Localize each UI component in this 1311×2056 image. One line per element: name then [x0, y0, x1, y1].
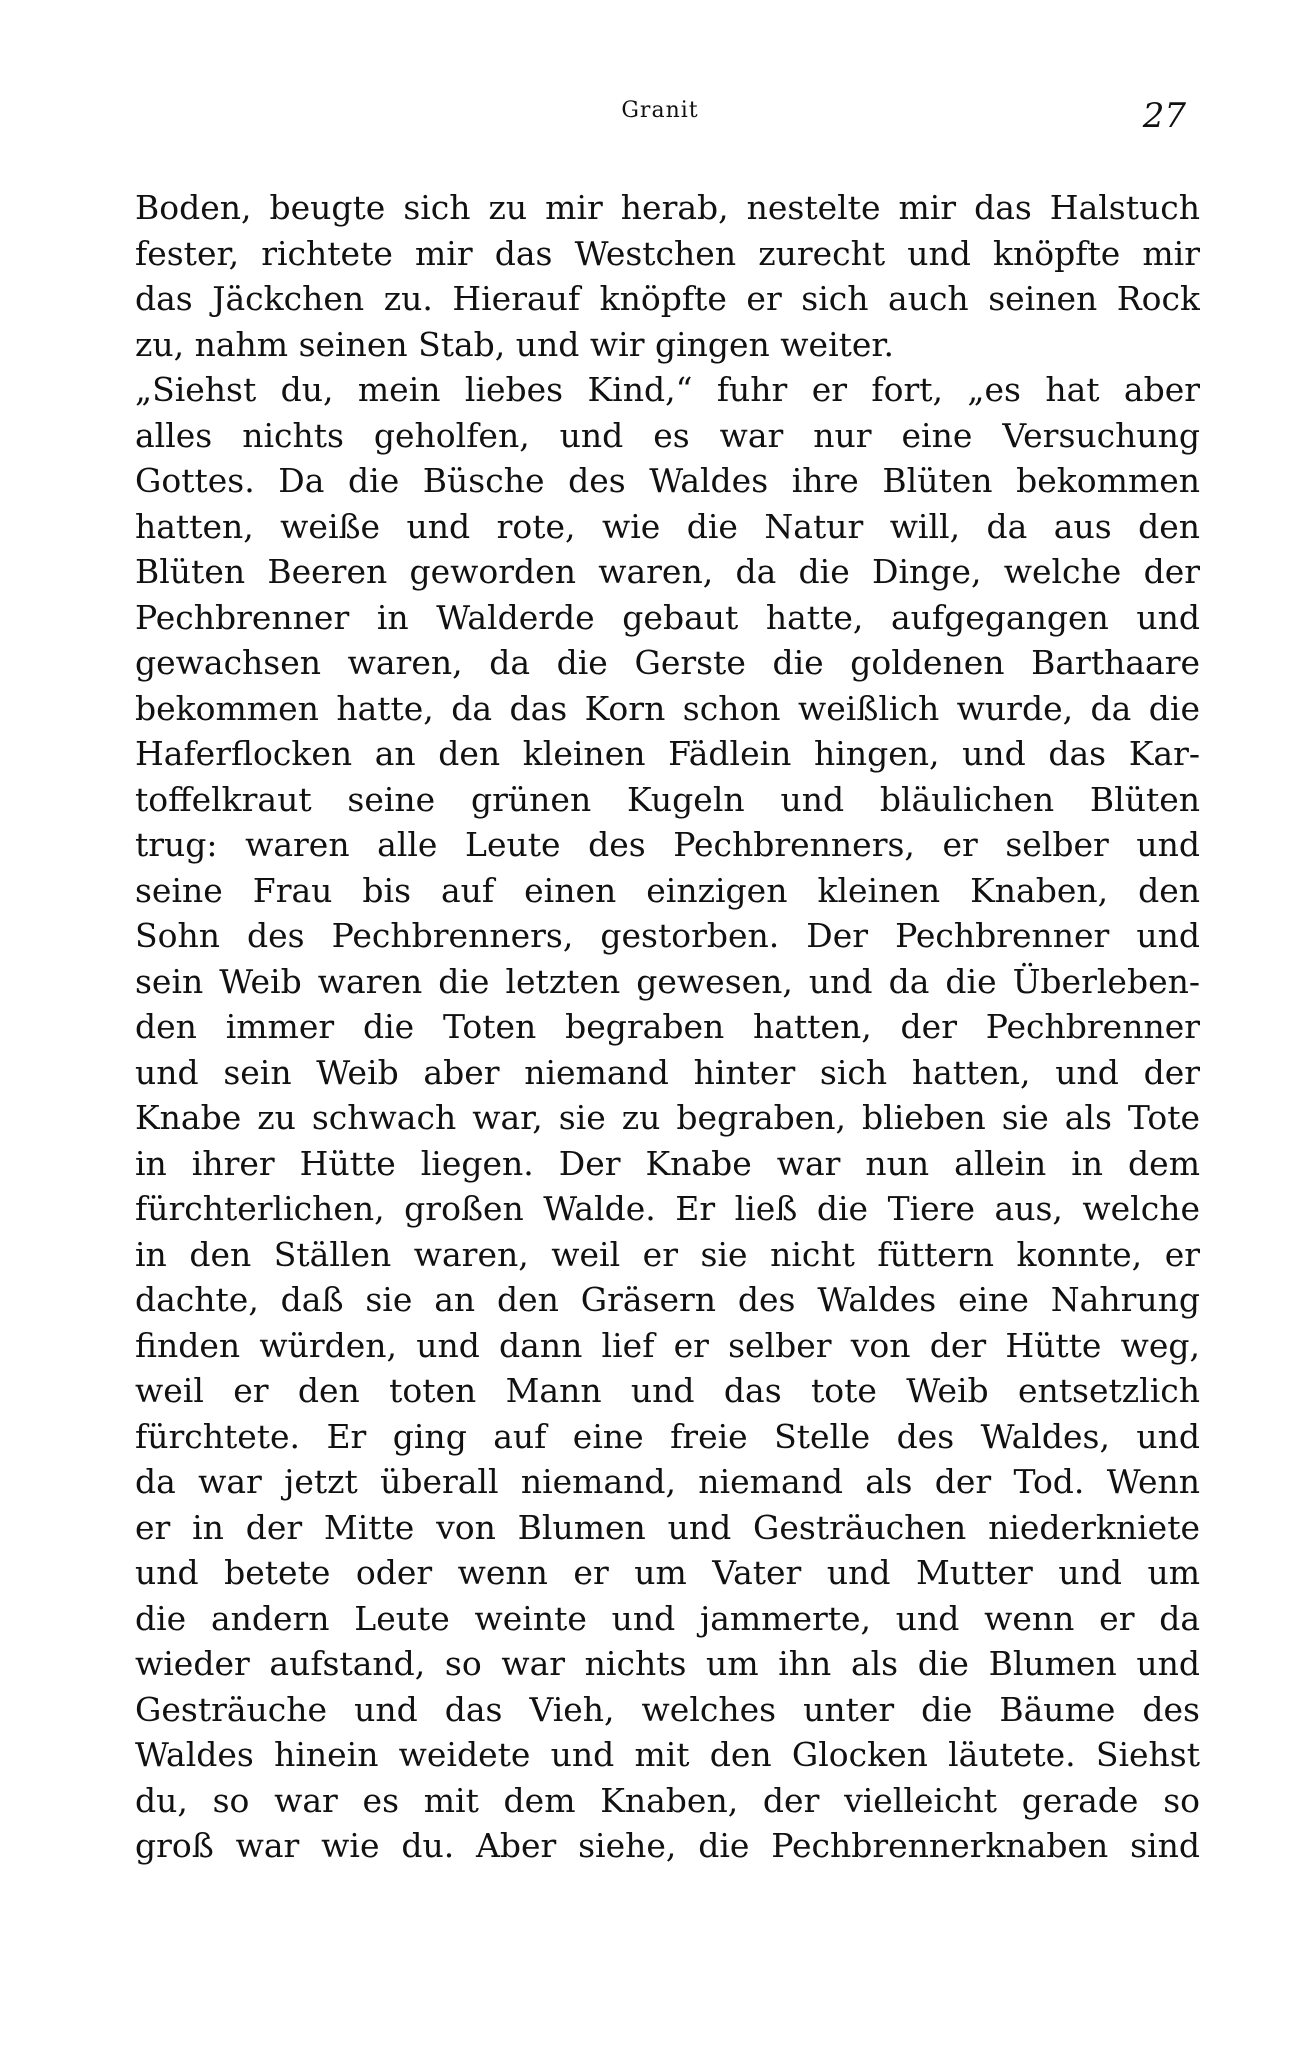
- body-text: [135, 185, 1200, 1869]
- text-line: und betete oder wenn er um Vater und Mutter und um: [135, 1553, 1200, 1592]
- text-line: finden würden, und dann lief er selber von der Hütte weg,: [135, 1325, 1200, 1365]
- text-line: toffelkraut seine grünen Kugeln und bläulichen Blüten: [135, 779, 1200, 819]
- text-line: in den Ställen waren, weil er sie nicht füttern konnte, er: [135, 1234, 1200, 1274]
- text-line: Sohn des Pechbrenners, gestorben. Der Pechbrenner und: [135, 916, 1200, 955]
- text-line: Waldes hinein weidete und mit den Glocken läutete. Siehst: [135, 1735, 1200, 1774]
- text-line: fürchtete. Er ging auf eine freie Stelle des Waldes, und: [135, 1416, 1200, 1456]
- running-title: Granit: [621, 98, 699, 123]
- text-line: weil er den toten Mann und das tote Weib entsetzlich: [135, 1371, 1200, 1410]
- text-line: den immer die Toten begraben hatten, der Pechbrenner: [135, 1007, 1200, 1046]
- text-line: hatten, weiße und rote, wie die Natur will, da aus den: [135, 506, 1200, 546]
- text-line: Haferflocken an den kleinen Fädlein hingen, und das Kar-: [135, 734, 1200, 773]
- text-line: fürchterlichen, großen Walde. Er ließ die Tiere aus, welche: [135, 1189, 1200, 1228]
- page-number: 27: [1142, 96, 1186, 136]
- text-line: sein Weib waren die letzten gewesen, und da die Überleben-: [135, 961, 1200, 1001]
- text-line: Boden, beugte sich zu mir herab, nestelte mir das Halstuch: [135, 188, 1200, 227]
- text-line: Pechbrenner in Walderde gebaut hatte, aufgegangen und: [135, 597, 1200, 637]
- text-line: wieder aufstand, so war nichts um ihn als die Blumen und: [135, 1644, 1200, 1683]
- text-line: Knabe zu schwach war, sie zu begraben, blieben sie als Tote: [135, 1098, 1200, 1137]
- text-line: fester, richtete mir das Westchen zurecht und knöpfte mir: [135, 233, 1200, 273]
- text-line: Blüten Beeren geworden waren, da die Dinge, welche der: [135, 552, 1200, 591]
- text-line: Gottes. Da die Büsche des Waldes ihre Blüten bekommen: [135, 461, 1200, 500]
- text-line: das Jäckchen zu. Hierauf knöpfte er sich auch seinen Rock: [135, 279, 1200, 318]
- text-line: trug: waren alle Leute des Pechbrenners, er selber und: [135, 825, 1200, 864]
- text-line: „Siehst du, mein liebes Kind,“ fuhr er fort, „es hat aber: [135, 370, 1200, 409]
- text-line: groß war wie du. Aber siehe, die Pechbrennerknaben sind: [135, 1826, 1200, 1865]
- text-line: die andern Leute weinte und jammerte, und wenn er da: [135, 1598, 1200, 1638]
- text-line: Gesträuche und das Vieh, welches unter die Bäume des: [135, 1689, 1200, 1729]
- text-line: seine Frau bis auf einen einzigen kleinen Knaben, den: [135, 870, 1200, 910]
- text-line: gewachsen waren, da die Gerste die goldenen Barthaare: [135, 643, 1200, 682]
- text-line: zu, nahm seinen Stab, und wir gingen weiter.: [135, 324, 895, 364]
- text-line: alles nichts geholfen, und es war nur eine Versuchung: [135, 415, 1200, 455]
- text-line: bekommen hatte, da das Korn schon weißlich wurde, da die: [135, 688, 1200, 728]
- text-line: und sein Weib aber niemand hinter sich hatten, und der: [135, 1052, 1200, 1092]
- text-line: er in der Mitte von Blumen und Gesträuchen niederkniete: [135, 1507, 1200, 1547]
- running-header: [0, 98, 1311, 138]
- text-line: du, so war es mit dem Knaben, der vielleicht gerade so: [135, 1780, 1200, 1820]
- text-line: dachte, daß sie an den Gräsern des Waldes eine Nahrung: [135, 1280, 1200, 1319]
- text-line: da war jetzt überall niemand, niemand als der Tod. Wenn: [135, 1462, 1200, 1501]
- text-line: in ihrer Hütte liegen. Der Knabe war nun allein in dem: [135, 1143, 1200, 1183]
